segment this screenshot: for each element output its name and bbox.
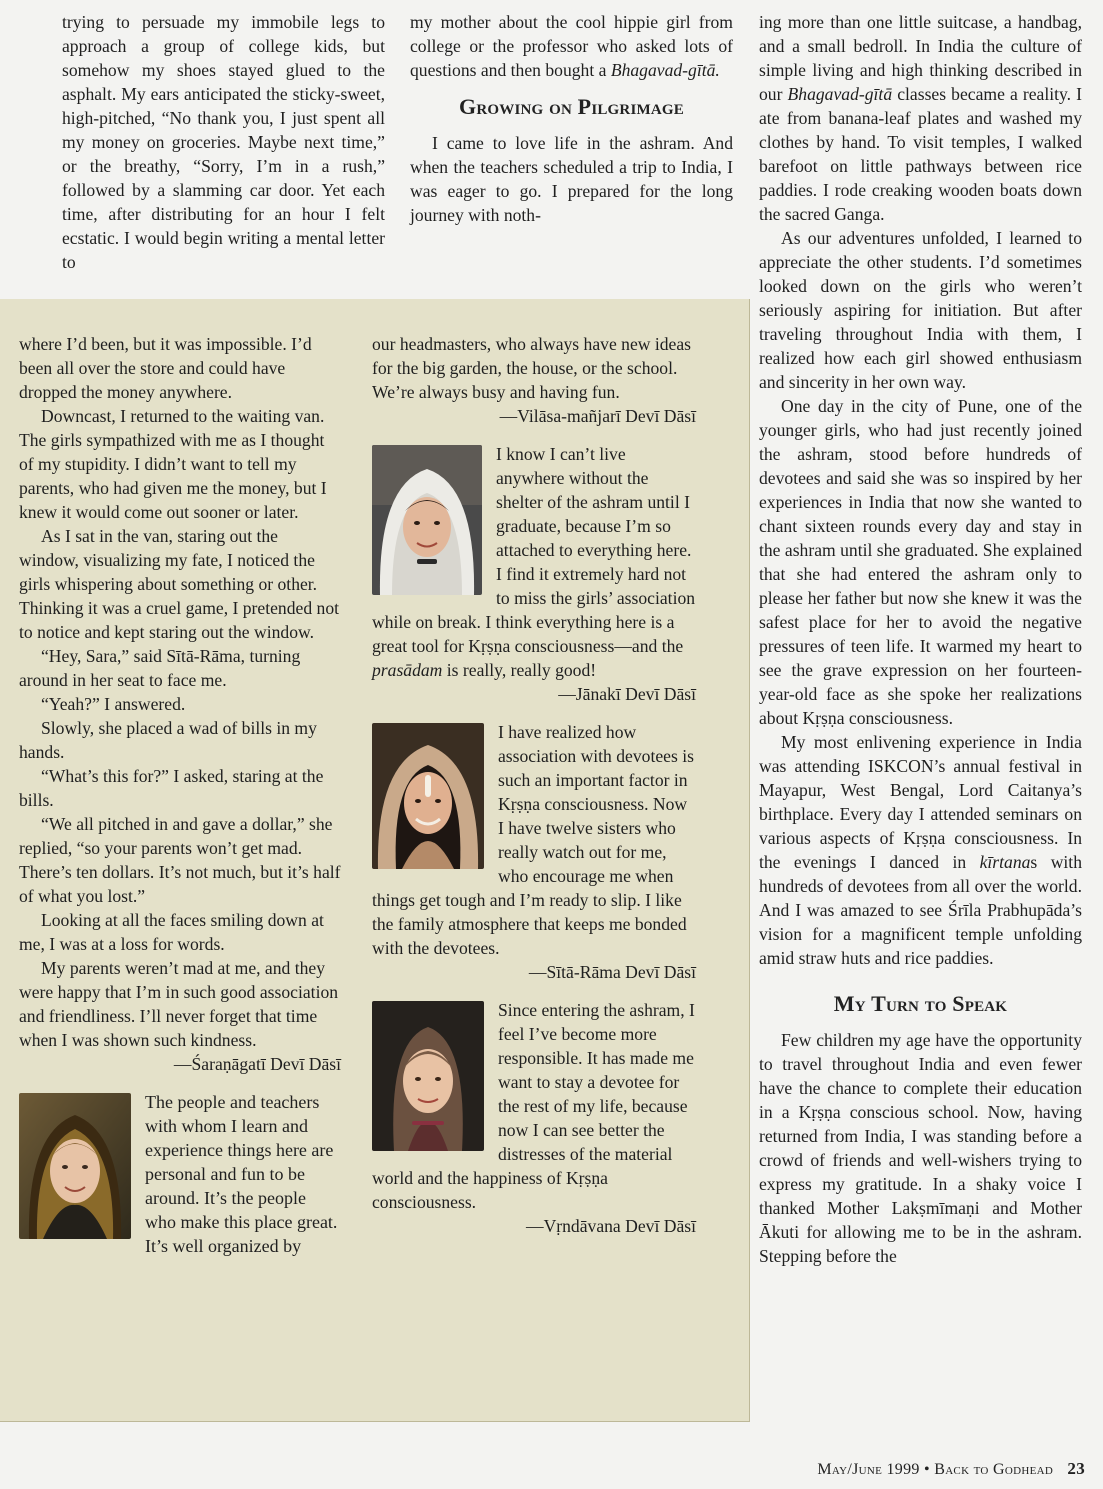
story-paragraph: My parents weren’t mad at me, and they were happy that I’m in such good association and friendliness. I’ll never forget that time when I was shown such kindness. (19, 958, 339, 1050)
body-paragraph: As our adventures unfolded, I learned to appreciate the other students. I’d sometimes looked down on the girls who weren’t seriously aspiring for initiation. But after traveling throughout India with them, I realized how each girl showed enthusiasm and sincerity in her own way. (759, 228, 1082, 392)
body-paragraph: I came to love life in the ashram. And when the teachers scheduled a trip to India, I was eager to go. I prepared for the long journey with noth- (410, 133, 733, 225)
footer-bullet: • (924, 1461, 930, 1478)
body-paragraph: my mother about the cool hippie girl from college or the professor who asked lots of questions and then bought a Bhagavad-gītā. (410, 12, 733, 80)
sidebar-column-1 (19, 332, 341, 1258)
story-paragraph: “Hey, Sara,” said Sītā-Rāma, turning around in her seat to face me. (19, 646, 301, 690)
magazine-title: Back to Godhead (934, 1461, 1054, 1478)
body-paragraph: trying to persuade my immobile legs to approach a group of college kids, but somehow my shoes stayed glued to the asphalt. My ears anticipated the sticky-sweet, high-pitched, “No thank you, I just spent all my money on groceries. Maybe next time,” or the breathy, “Sorry, I’m in a rush,” followed by a slamming car door. Yet each time, after distributing for an hour I felt ecstatic. I would begin writing a mental letter to (62, 12, 385, 272)
issue-date: May/June 1999 (817, 1461, 920, 1478)
top-column-2 (410, 10, 733, 227)
right-column (759, 10, 1082, 1268)
body-paragraph: Few children my age have the opportunity to travel throughout India and even fewer have the chance to complete their education in a Kṛṣṇa conscious school. Now, having returned from India, I was standing before a crowd of friends and well-wishers trying to express my gratitude. In a shaky voice I thanked Mother Lakṣmīmaṇi and Mother Ākuti for allowing me to be in the ashram. Stepping before the (759, 1030, 1082, 1266)
portrait-photo-girl-tilak (372, 723, 484, 869)
top-column-1 (62, 10, 385, 274)
story-paragraph: “We all pitched in and gave a dollar,” she replied, “so your parents won’t get mad. There’s ten dollars. It’s not much, but it’s half of what you lost.” (19, 814, 341, 906)
body-paragraph: My most enlivening experience in India was attending ISKCON’s annual festival in Mayapur, West Bengal, Lord Caitanya’s birthplace. Every day I attended seminars on various aspects of Kṛṣṇa consciousness. In the evenings I danced in kīrtanas with hundreds of devotees from all over the world. And I was amazed to see Śrīla Prabhupāda’s vision for a magnificent temple unfolding amid straw huts and rice paddies. (759, 732, 1082, 968)
story-paragraph: “Yeah?” I answered. (41, 694, 186, 714)
signature: —Vilāsa-mañjarī Devī Dāsī (499, 406, 696, 426)
body-paragraph: One day in the city of Pune, one of the younger girls, who had just recently joined the ashram, stood before hundreds of devotees and said she was so inspired by her experiences in India that now she wanted to chant sixteen rounds every day and stay in the ashram until she graduated. She explained that she had entered the ashram only to please her father but now she knew it was the safest place for her to avoid the negative pressures of teen life. It warmed my heart to see the grave expression on her fourteen-year-old face as she spoke her realizations about Kṛṣṇa consciousness. (759, 396, 1082, 728)
story-paragraph: Slowly, she placed a wad of bills in my hands. (19, 718, 317, 762)
signature: —Vṛndāvana Devī Dāsī (525, 1216, 696, 1236)
story-paragraph: “What’s this for?” I asked, staring at the bills. (19, 766, 324, 810)
testimonial-quote: I know I can’t live anywhere without the shelter of the ashram until I graduate, because I’m so attached to everything here. I find it extremely hard not to miss the girls’ association while on break. I think everything here is a great tool for Kṛṣṇa consciousness—and the prasādam is really, really good! (372, 444, 696, 680)
sidebar-column-2 (372, 332, 696, 1238)
signature: —Sītā-Rāma Devī Dāsī (528, 962, 696, 982)
body-paragraph: ing more than one little suitcase, a handbag, and a small bedroll. In India the culture of simple living and high thinking described in our Bhagavad-gītā classes became a reality. I ate from banana-leaf plates and washed my clothes by hand. To visit temples, I walked barefoot on little pathways between rice paddies. I rode creaking wooden boats down the sacred Ganga. (759, 12, 1082, 224)
page-footer (817, 1459, 1085, 1479)
testimonial-quote: The people and teachers with whom I learn and experience things here are personal and fun to be around. It’s the people who make this place great. It’s well organized by (145, 1092, 338, 1256)
page-number: 23 (1067, 1459, 1085, 1478)
section-heading-turn-to-speak: My Turn to Speak (833, 991, 1008, 1016)
signature: —Jānakī Devī Dāsī (558, 684, 696, 704)
story-paragraph: Downcast, I returned to the waiting van. The girls sympathized with me as I thought of my stupidity. I didn’t want to tell my parents, who had given me the money, but I knew it would come out sooner or later. (19, 406, 327, 522)
story-paragraph: Looking at all the faces smiling down at me, I was at a loss for words. (19, 910, 324, 954)
portrait-photo-girl-braid (372, 1001, 484, 1151)
story-paragraph: As I sat in the van, staring out the window, visualizing my fate, I noticed the girls whispering about something or other. Thinking it was a cruel game, I pretended not to notice and kept staring out the window. (19, 526, 340, 642)
section-heading-pilgrimage: Growing on Pilgrimage (459, 94, 684, 119)
testimonial-quote: our headmasters, who always have new ideas for the big garden, the house, or the school. We’re always busy and having fun. (372, 334, 692, 402)
signature: —Śaraṇāgatī Devī Dāsī (173, 1054, 341, 1074)
story-paragraph: where I’d been, but it was impossible. I’d been all over the store and could have dropped the money anywhere. (19, 334, 312, 402)
testimonial-quote: Since entering the ashram, I feel I’ve become more responsible. It has made me want to stay a devotee for the rest of my life, because now I can see better the distresses of the material world and the happiness of Kṛṣṇa consciousness. (372, 1000, 695, 1212)
portrait-photo-girl-white-scarf (372, 445, 482, 595)
testimonial-quote: I have realized how association with devotees is such an important factor in Kṛṣṇa consciousness. Now I have twelve sisters who really watch out for me, who encourage me when things get tough and I’m ready to slip. I like the family atmosphere that keeps me bonded with the devotees. (372, 722, 694, 958)
portrait-photo-girl-shawl (19, 1093, 131, 1239)
